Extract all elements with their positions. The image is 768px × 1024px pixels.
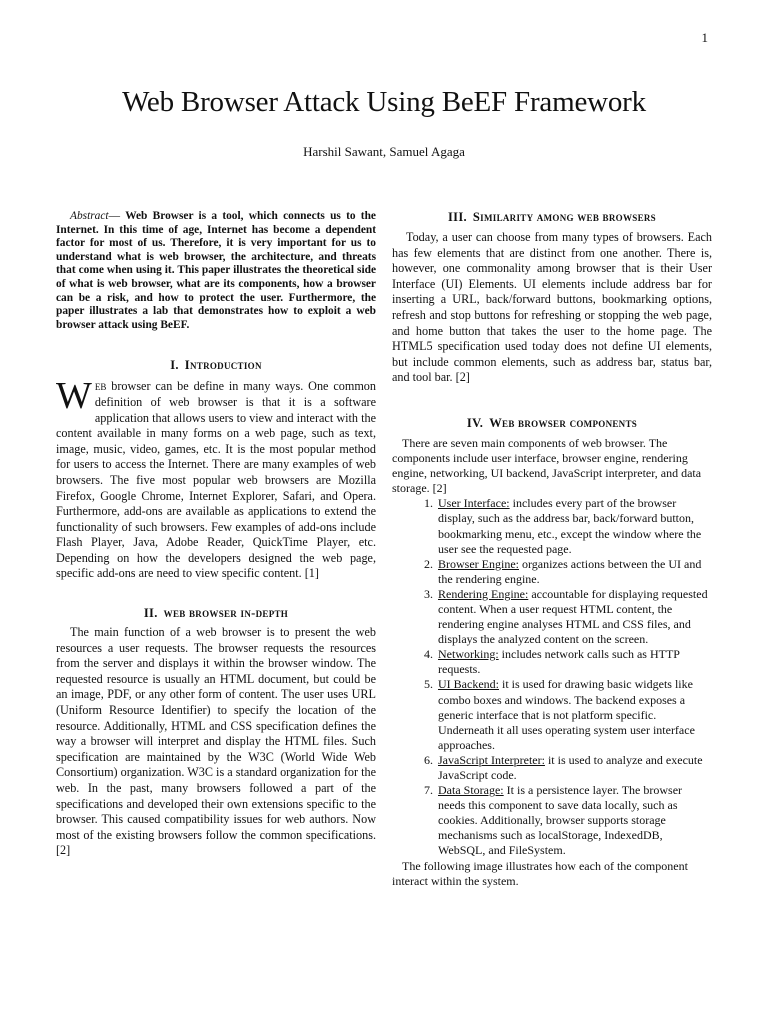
section-number: II. [143, 606, 158, 621]
section-heading-introduction [56, 358, 376, 373]
component-desc: accountable for displaying requested content. When a user request HTML content, the rendering engine analyses HTML and CSS files, and displays the analyzed content on the screen. [438, 586, 708, 647]
right-column [392, 210, 712, 889]
list-item [436, 587, 712, 647]
list-item [436, 677, 712, 752]
component-term: Rendering Engine: [438, 586, 529, 601]
abstract-label: Abstract [70, 210, 109, 222]
page-number: 1 [701, 30, 708, 45]
abstract [56, 210, 376, 332]
section-number: III. [448, 210, 467, 224]
section-title: Web browser components [489, 415, 638, 430]
component-term: JavaScript Interpreter: [438, 752, 545, 767]
intro-text: browser can be define in many ways. One common definition of web browser is that it is a software application that allows users to view and interact with the content available in many forms on a web page, such as text, image, music, video, games, etc. It is the most popular method for users to access the Internet. There are many examples of web browsers. The five most popular web browsers are Mozilla Firefox, Google Chrome, Internet Explorer, Safari, and Opera. Furthermore, add-ons are available as applications to extend the functionality of such browsers. Few examples of add-ons include Flash Player, Java, Adobe Reader, QuickTime Player, etc. Depending on how the developers designed the web page, specific add-ons are need to view specific content. [1] [56, 379, 376, 581]
section-heading-similarity [392, 210, 712, 225]
left-column [56, 210, 376, 859]
component-term: User Interface: [438, 496, 510, 511]
in-depth-paragraph: The main function of a web browser is to present the web resources a user requests. The browser requests the resources from the server and displays it within the browser window. The requested resource is usually an HTML document, but could be an image, PDF, or any other form of content. The user uses URL (Uniform Resource Identifier) to specify the location of the resource. Additionally, HTML and CSS specification defines the way a browser will interpret and display the HTML files. Such specification are maintained by the W3C (World Wide Web Consortium) organization. W3C is a standard organization for the web. In the past, many browsers followed a part of the specifications and developed their own extensions specific to the browser. This caused compatibility issues for web authors. Now most of the existing browsers follow the common specifications. [2] [56, 625, 376, 858]
introduction-paragraph [56, 375, 376, 582]
section-heading-components [392, 416, 712, 431]
paper-title: Web Browser Attack Using BeEF Framework [122, 86, 646, 118]
similarity-paragraph: Today, a user can choose from many types of browsers. Each has few elements that are distinct from one another. There is, however, one commonality among browser that is their User Interface (UI) Elements. UI elements include address bar for inserting a URL, back/forward buttons, bookmarking options, refresh and stop buttons for refreshing or stopping the web page, and home button that takes the user to the home page. The HTML5 specification used today does not define UI elements, but include common elements, such as address bar, status bar, and tool bar. [2] [392, 230, 712, 385]
components-list [392, 496, 712, 858]
section-number: I. [170, 358, 179, 373]
component-desc: it is used for drawing basic widgets like combo boxes and windows. The backend exposes a generic interface that is not platform specific. Underneath it all uses operating system user interface approaches. [438, 677, 695, 752]
author-list: Harshil Sawant, Samuel Agaga [303, 144, 465, 159]
component-desc: organizes actions between the UI and the rendering engine. [438, 556, 702, 586]
components-outro: The following image illustrates how each of the component interact within the system. [392, 858, 688, 888]
section-heading-in-depth [56, 606, 376, 621]
list-item [436, 783, 712, 858]
component-desc: It is a persistence layer. The browser needs this component to save data locally, such as cookies. Additionally, browser supports storage mechanisms such as localStorage, IndexedDB, WebSQL, and FileSystem. [438, 783, 683, 858]
list-item [436, 496, 712, 556]
component-desc: it is used to analyze and execute JavaScript code. [438, 752, 703, 782]
section-title: Introduction [184, 358, 262, 373]
abstract-dash: — [108, 210, 120, 222]
drop-cap: W [56, 375, 92, 418]
component-term: Data Storage: [438, 783, 504, 798]
list-item [436, 557, 712, 587]
component-term: Networking: [438, 647, 499, 662]
section-title: web browser in-depth [163, 606, 289, 621]
list-item [436, 753, 712, 783]
component-term: UI Backend: [438, 677, 499, 692]
list-item [436, 647, 712, 677]
section-number: IV. [466, 415, 484, 430]
component-desc: includes every part of the browser display, such as the address bar, back/forward button, bookmarking menu, etc., except the window where the user see the requested page. [438, 496, 702, 556]
intro-lead-word: eb [94, 379, 107, 394]
components-intro: There are seven main components of web browser. The components include user interface, browser engine, rendering engine, networking, UI backend, JavaScript interpreter, and data storage. [2] [392, 435, 702, 496]
component-term: Browser Engine: [438, 556, 519, 571]
abstract-text: Web Browser is a tool, which connects us to the Internet. In this time of age, Internet has become a dependent factor for most of us. Therefore, it is very important for us to understand what is web browser, the architecture, and threats that come when using it. This paper illustrates the theoretical side of what is web browser, what are its components, how a browser can be a risk, and how to protect the user. Furthermore, the paper illustrates a lab that demonstrates how to exploit a web browser attack using BeEF. [56, 210, 376, 331]
component-desc: includes network calls such as HTTP requests. [438, 647, 680, 677]
section-title: Similarity among web browsers [472, 210, 656, 224]
